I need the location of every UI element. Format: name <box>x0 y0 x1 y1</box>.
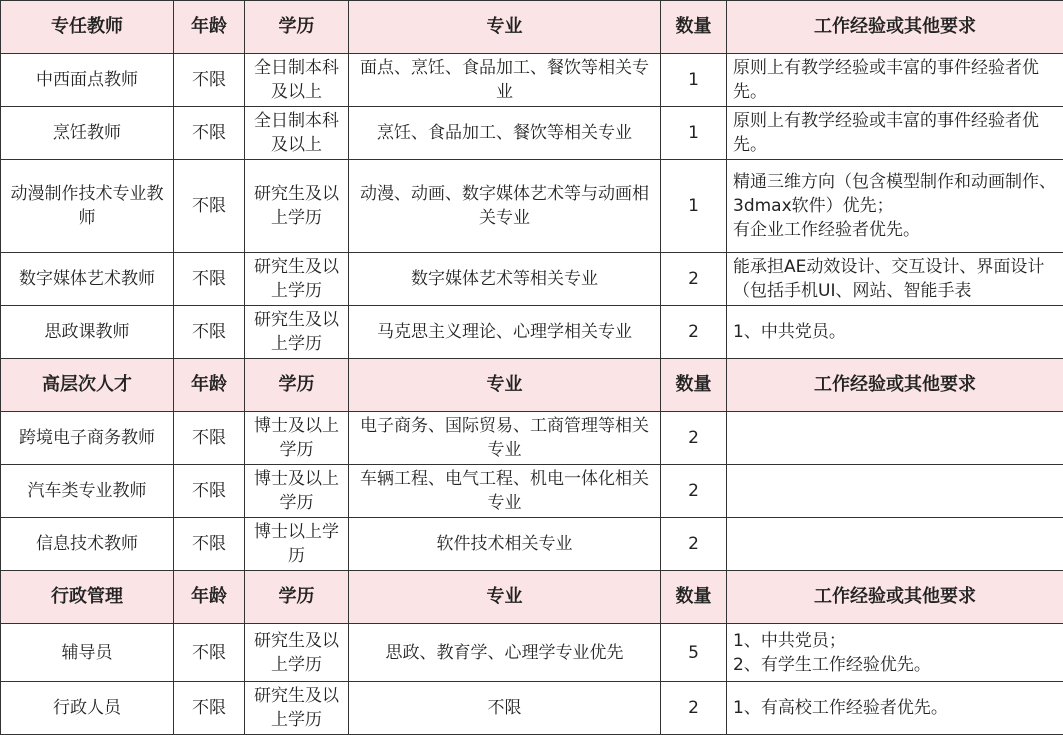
table-row <box>1 682 1063 735</box>
education-cell: 研究生及以上学历 <box>245 624 349 682</box>
header-position: 专任教师 <box>1 1 174 54</box>
position-cell: 跨境电子商务教师 <box>1 412 174 465</box>
header-major: 专业 <box>349 1 661 54</box>
major-cell: 动漫、动画、数字媒体艺术等与动画相关专业 <box>349 160 661 253</box>
header-education: 学历 <box>245 359 349 412</box>
table-row <box>1 306 1063 359</box>
table-row <box>1 518 1063 571</box>
major-cell: 软件技术相关专业 <box>349 518 661 571</box>
header-count: 数量 <box>661 1 727 54</box>
table-row <box>1 412 1063 465</box>
table-row <box>1 107 1063 160</box>
position-cell: 汽车类专业教师 <box>1 465 174 518</box>
requirements-cell <box>727 518 1063 571</box>
count-cell: 1 <box>661 54 727 107</box>
education-cell: 全日制本科及以上 <box>245 107 349 160</box>
requirement-line: 能承担AE动效设计、交互设计、界面设计（包括手机UI、网站、智能手表 <box>733 255 1060 303</box>
major-cell: 思政、教育学、心理学专业优先 <box>349 624 661 682</box>
education-cell: 博士及以上学历 <box>245 465 349 518</box>
position-cell: 烹饪教师 <box>1 107 174 160</box>
age-cell: 不限 <box>174 682 245 735</box>
education-cell: 博士及以上学历 <box>245 412 349 465</box>
requirement-line: 原则上有教学经验或丰富的事件经验者优先。 <box>733 56 1060 104</box>
count-cell: 1 <box>661 160 727 253</box>
requirement-line: 1、中共党员。 <box>733 320 1060 344</box>
requirement-line: 1、有高校工作经验者优先。 <box>733 696 1060 720</box>
requirements-cell <box>727 107 1063 160</box>
major-cell: 不限 <box>349 682 661 735</box>
header-requirements: 工作经验或其他要求 <box>727 571 1063 624</box>
requirements-cell <box>727 160 1063 253</box>
requirement-line: 1、中共党员； <box>733 629 1060 653</box>
age-cell: 不限 <box>174 107 245 160</box>
age-cell: 不限 <box>174 465 245 518</box>
major-cell: 电子商务、国际贸易、工商管理等相关专业 <box>349 412 661 465</box>
age-cell: 不限 <box>174 518 245 571</box>
header-age: 年龄 <box>174 571 245 624</box>
header-education: 学历 <box>245 571 349 624</box>
requirements-cell <box>727 306 1063 359</box>
major-cell: 马克思主义理论、心理学相关专业 <box>349 306 661 359</box>
table-row <box>1 54 1063 107</box>
requirements-cell <box>727 624 1063 682</box>
header-major: 专业 <box>349 359 661 412</box>
age-cell: 不限 <box>174 253 245 306</box>
table-row <box>1 624 1063 682</box>
requirements-cell <box>727 253 1063 306</box>
position-cell: 动漫制作技术专业教师 <box>1 160 174 253</box>
count-cell: 2 <box>661 682 727 735</box>
education-cell: 研究生及以上学历 <box>245 306 349 359</box>
position-cell: 思政课教师 <box>1 306 174 359</box>
requirement-line: 有企业工作经验者优先。 <box>733 218 1060 242</box>
major-cell: 数字媒体艺术等相关专业 <box>349 253 661 306</box>
table-row <box>1 465 1063 518</box>
requirement-line: 2、有学生工作经验优先。 <box>733 653 1060 677</box>
header-count: 数量 <box>661 359 727 412</box>
count-cell: 1 <box>661 107 727 160</box>
section-header-row <box>1 571 1063 624</box>
header-position: 行政管理 <box>1 571 174 624</box>
education-cell: 研究生及以上学历 <box>245 682 349 735</box>
requirements-cell <box>727 54 1063 107</box>
count-cell: 2 <box>661 306 727 359</box>
position-cell: 中西面点教师 <box>1 54 174 107</box>
major-cell: 车辆工程、电气工程、机电一体化相关专业 <box>349 465 661 518</box>
education-cell: 博士以上学历 <box>245 518 349 571</box>
header-major: 专业 <box>349 571 661 624</box>
section-header-row <box>1 359 1063 412</box>
count-cell: 5 <box>661 624 727 682</box>
requirement-line: 精通三维方向（包含模型制作和动画制作、3dmax软件）优先； <box>733 170 1060 218</box>
requirements-cell <box>727 412 1063 465</box>
position-cell: 辅导员 <box>1 624 174 682</box>
position-cell: 行政人员 <box>1 682 174 735</box>
count-cell: 2 <box>661 518 727 571</box>
header-position: 高层次人才 <box>1 359 174 412</box>
requirements-cell <box>727 682 1063 735</box>
education-cell: 全日制本科及以上 <box>245 54 349 107</box>
age-cell: 不限 <box>174 624 245 682</box>
header-requirements: 工作经验或其他要求 <box>727 1 1063 54</box>
education-cell: 研究生及以上学历 <box>245 160 349 253</box>
major-cell: 烹饪、食品加工、餐饮等相关专业 <box>349 107 661 160</box>
header-count: 数量 <box>661 571 727 624</box>
table-row <box>1 160 1063 253</box>
section-header-row <box>1 1 1063 54</box>
age-cell: 不限 <box>174 306 245 359</box>
count-cell: 2 <box>661 412 727 465</box>
position-cell: 数字媒体艺术教师 <box>1 253 174 306</box>
education-cell: 研究生及以上学历 <box>245 253 349 306</box>
major-cell: 面点、烹饪、食品加工、餐饮等相关专业 <box>349 54 661 107</box>
header-education: 学历 <box>245 1 349 54</box>
header-age: 年龄 <box>174 359 245 412</box>
count-cell: 2 <box>661 465 727 518</box>
requirements-cell <box>727 465 1063 518</box>
header-requirements: 工作经验或其他要求 <box>727 359 1063 412</box>
age-cell: 不限 <box>174 412 245 465</box>
table-row <box>1 253 1063 306</box>
header-age: 年龄 <box>174 1 245 54</box>
requirement-line: 原则上有教学经验或丰富的事件经验者优先。 <box>733 109 1060 157</box>
age-cell: 不限 <box>174 54 245 107</box>
count-cell: 2 <box>661 253 727 306</box>
position-cell: 信息技术教师 <box>1 518 174 571</box>
age-cell: 不限 <box>174 160 245 253</box>
